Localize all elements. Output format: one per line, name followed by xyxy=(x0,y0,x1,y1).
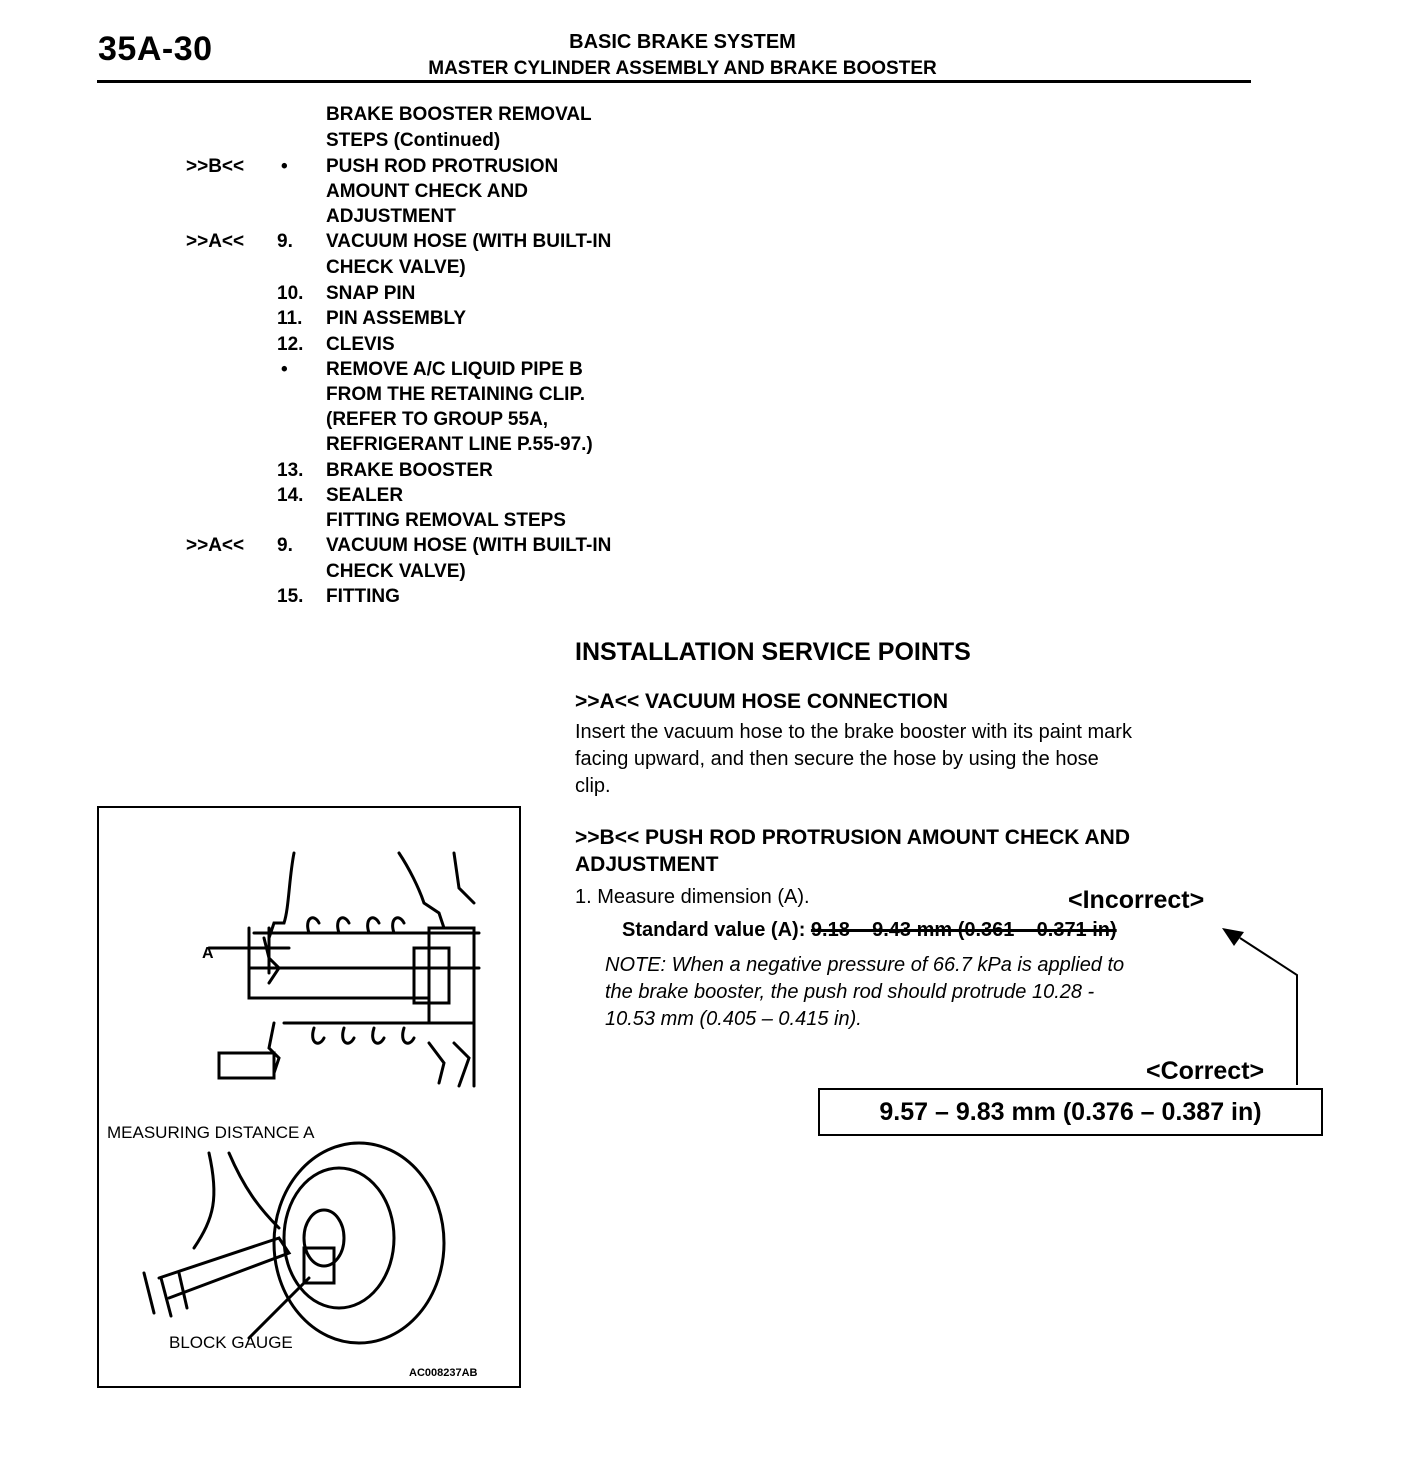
step-bullet: • xyxy=(281,156,288,177)
step-text: VACUUM HOSE (WITH BUILT-IN xyxy=(326,535,612,556)
section-a-text: clip. xyxy=(575,775,611,797)
section-a-text: Insert the vacuum hose to the brake booster with its paint mark xyxy=(575,721,1132,743)
step-ref: >>A<< xyxy=(186,535,245,556)
step-text: AMOUNT CHECK AND xyxy=(326,181,528,202)
section-a-title: >>A<< VACUUM HOSE CONNECTION xyxy=(575,690,949,713)
header-subtitle: MASTER CYLINDER ASSEMBLY AND BRAKE BOOSTER xyxy=(428,58,937,79)
note-text: 10.53 mm (0.405 – 0.415 in). xyxy=(605,1008,862,1030)
step-text: CLEVIS xyxy=(326,334,395,355)
standard-value-label: Standard value (A): xyxy=(622,919,806,941)
step-number: 13. xyxy=(277,460,304,481)
correct-label: <Correct> xyxy=(1146,1057,1265,1085)
step-text: VACUUM HOSE (WITH BUILT-IN xyxy=(326,231,612,252)
section-a-text: facing upward, and then secure the hose by using the hose xyxy=(575,748,1099,770)
caption-gauge: BLOCK GAUGE xyxy=(169,1333,293,1352)
step-number: 9. xyxy=(277,535,293,556)
step-number: 15. xyxy=(277,586,304,607)
step-number: 10. xyxy=(277,283,304,304)
note-text: the brake booster, the push rod should protrude 10.28 - xyxy=(605,981,1095,1003)
step-text: REFRIGERANT LINE P.55-97.) xyxy=(326,434,593,455)
step-text: ADJUSTMENT xyxy=(326,206,456,227)
step-bullet: • xyxy=(281,359,288,380)
step-ref: >>B<< xyxy=(186,156,245,177)
step-text: REMOVE A/C LIQUID PIPE B xyxy=(326,359,583,380)
step-text: (REFER TO GROUP 55A, xyxy=(326,409,549,430)
removal-heading-continued: STEPS (Continued) xyxy=(326,130,501,151)
page-number: 35A-30 xyxy=(98,30,213,68)
step-ref: >>A<< xyxy=(186,231,245,252)
step-text: SNAP PIN xyxy=(326,283,416,304)
standard-value-struck: 9.18 – 9.43 mm (0.361 – 0.371 in) xyxy=(810,919,1117,941)
step-measure: 1. Measure dimension (A). xyxy=(575,886,810,908)
caption-measuring: MEASURING DISTANCE A xyxy=(107,1123,315,1142)
figure-box xyxy=(97,806,521,1388)
step-number: 11. xyxy=(277,308,303,329)
step-text: CHECK VALVE) xyxy=(326,561,466,582)
section-b-title: >>B<< PUSH ROD PROTRUSION AMOUNT CHECK AND xyxy=(575,826,1131,849)
step-number: 12. xyxy=(277,334,304,355)
fitting-heading: FITTING REMOVAL STEPS xyxy=(326,510,566,531)
installation-title: INSTALLATION SERVICE POINTS xyxy=(575,638,971,666)
header-title: BASIC BRAKE SYSTEM xyxy=(569,31,796,53)
correction-arrow xyxy=(1200,920,1320,1090)
removal-heading: BRAKE BOOSTER REMOVAL xyxy=(326,104,592,125)
correct-value-box: 9.57 – 9.83 mm (0.376 – 0.387 in) xyxy=(818,1088,1323,1136)
step-text: SEALER xyxy=(326,485,404,506)
step-text: FITTING xyxy=(326,586,400,607)
note-text: NOTE: When a negative pressure of 66.7 kPa is applied to xyxy=(605,954,1125,976)
step-text: BRAKE BOOSTER xyxy=(326,460,493,481)
step-text: PIN ASSEMBLY xyxy=(326,308,467,329)
step-number: 9. xyxy=(277,231,293,252)
step-text: FROM THE RETAINING CLIP. xyxy=(326,384,585,405)
step-text: CHECK VALVE) xyxy=(326,257,466,278)
standard-value xyxy=(622,917,1117,944)
figure-code: AC008237AB xyxy=(409,1367,478,1379)
section-b-title: ADJUSTMENT xyxy=(575,853,719,876)
booster-illustration xyxy=(99,808,519,1386)
step-text: PUSH ROD PROTRUSION xyxy=(326,156,559,177)
dimension-label: A xyxy=(202,945,214,962)
step-number: 14. xyxy=(277,485,304,506)
incorrect-label: <Incorrect> xyxy=(1068,886,1205,914)
header-rule xyxy=(97,80,1251,83)
